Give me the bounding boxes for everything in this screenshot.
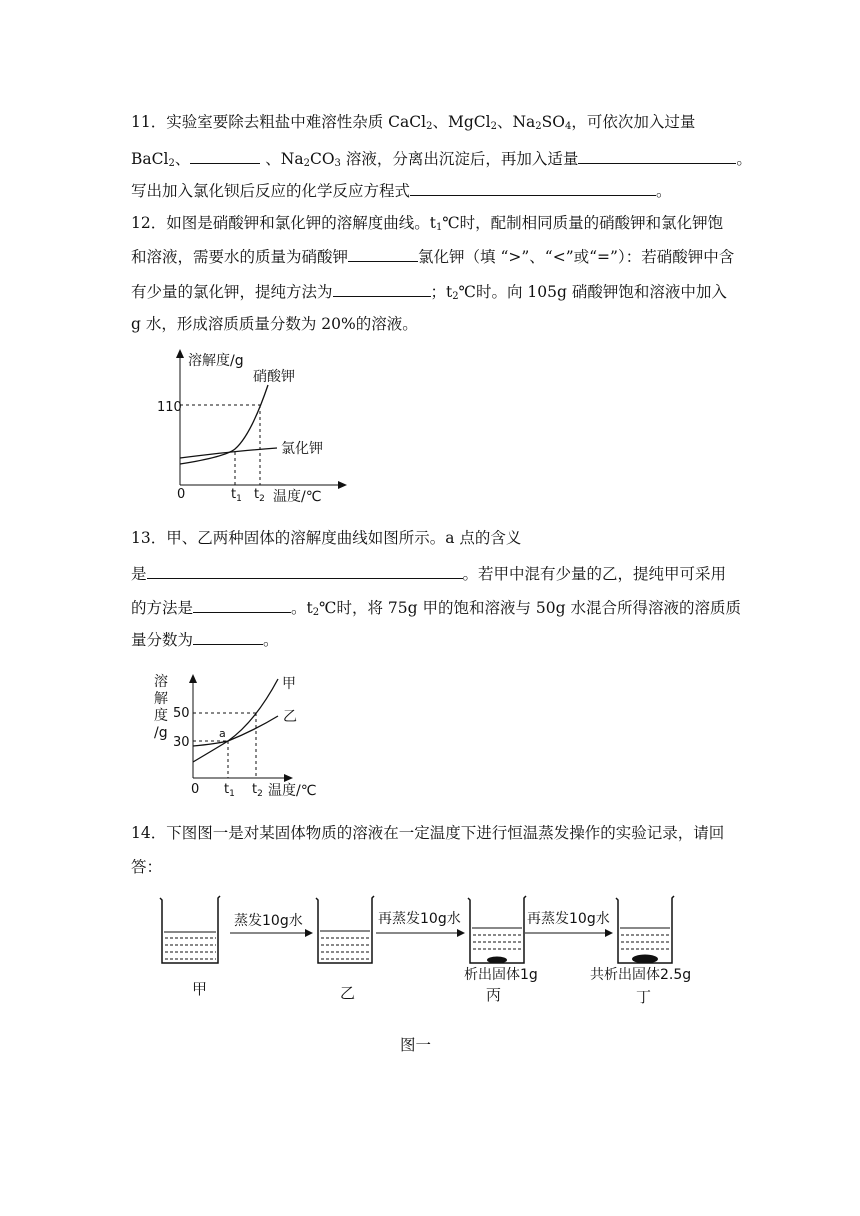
answer-blank[interactable] (147, 562, 463, 579)
x-tick-label-t2: $t_2$ (252, 782, 263, 799)
curve-jia (193, 679, 278, 762)
label-ding: 丁 (636, 988, 652, 1006)
y-tick-label-50: 50 (173, 706, 190, 721)
answer-blank[interactable] (578, 147, 736, 164)
arrow-3-head (605, 929, 613, 937)
beaker-yi (316, 896, 374, 963)
solubility-chart-2 (150, 670, 320, 802)
q12-line-2: 和溶液，需要水的质量为硝酸钾 氯化钾（填 “>”、“<”或“=”）：若硝酸钾中含 (131, 245, 734, 268)
y-tick-label-30: 30 (173, 735, 190, 750)
q11-line-1: 11．实验室要除去粗盐中难溶性杂质 CaCl$_2$、MgCl$_2$、$Na_2SO_4$，可依次加入过量 (131, 113, 696, 132)
answer-blank[interactable] (333, 280, 431, 297)
x-tick-label-t2: $t_2$ (254, 487, 265, 504)
series-label-jia: 甲 (282, 676, 296, 692)
x-tick-label-t1: $t_1$ (231, 487, 242, 504)
q11-line-3: 写出加入氯化钡后反应的化学反应方程式 。 (131, 179, 672, 202)
arrow-2-label: 再蒸发10g水 (378, 911, 461, 927)
precipitate (487, 957, 507, 964)
x-tick-label-t1: $t_1$ (224, 782, 235, 799)
label-bing: 丙 (486, 986, 502, 1004)
arrow-3-label: 再蒸发10g水 (527, 911, 610, 927)
y-tick-label: 110 (157, 400, 182, 415)
answer-blank[interactable] (410, 179, 656, 196)
y-axis-label: 溶解度/g (188, 353, 244, 369)
y-axis-label-3: 度 (154, 708, 168, 724)
q13-line-1: 13．甲、乙两种固体的溶解度曲线如图所示。a 点的含义 (131, 529, 522, 547)
q13-line-2: 是 。若甲中混有少量的乙，提纯甲可采用 (131, 562, 726, 585)
precipitate (632, 955, 658, 964)
arrow-2-head (457, 929, 465, 937)
x-axis-arrow (338, 481, 347, 489)
series-label-yi: 乙 (283, 709, 297, 725)
arrow-1-label: 蒸发10g水 (234, 913, 303, 929)
x-axis-label: 温度/℃ (268, 783, 317, 799)
origin-label: 0 (177, 487, 186, 502)
answer-blank[interactable] (193, 596, 291, 613)
q12-line-4: g 水，形成溶质质量分数为 20%的溶液。 (131, 315, 418, 333)
figure-caption: 图一 (400, 1036, 432, 1054)
series-label-potassium-chloride: 氯化钾 (281, 441, 323, 457)
solubility-chart-1 (155, 345, 355, 505)
x-axis-label: 温度/℃ (273, 489, 322, 505)
q11-line-2: BaCl$_2$、 、$Na_2CO_3$ 溶液，分离出沉淀后，再加入适量 。 (131, 147, 752, 170)
beaker-bing (468, 896, 526, 964)
answer-blank[interactable] (348, 245, 418, 262)
y-axis-arrow (189, 674, 197, 683)
beaker-ding (616, 896, 674, 964)
point-a-label: a (219, 727, 226, 740)
q12-line-1: 12．如图是硝酸钾和氯化钾的溶解度曲线。$t_1℃$时，配制相同质量的硝酸钾和氯化钾饱 (131, 214, 724, 233)
arrow-1-head (305, 929, 313, 937)
evaporation-figure (150, 888, 710, 1023)
y-axis-label-1: 溶 (154, 674, 168, 690)
note-ding: 共析出固体2.5g (590, 967, 692, 983)
y-axis-label-2: 解 (154, 691, 168, 707)
series-label-potassium-nitrate: 硝酸钾 (253, 369, 295, 385)
q13-line-3: 的方法是 。$t_2℃$时，将 75g 甲的饱和溶液与 50g 水混合所得溶液的溶质质 (131, 596, 741, 619)
q13-line-4: 量分数为 。 (131, 628, 279, 651)
label-yi: 乙 (340, 984, 356, 1002)
answer-blank[interactable] (190, 147, 260, 164)
q14-line-2: 答： (131, 858, 163, 876)
q14-line-1: 14．下图图一是对某固体物质的溶液在一定温度下进行恒温蒸发操作的实验记录，请回 (131, 824, 725, 842)
note-bing: 析出固体1g (464, 967, 538, 983)
beaker-jia (160, 896, 220, 963)
q12-line-3: 有少量的氯化钾，提纯方法为 ；$t_2℃$时。向 105g 硝酸钾饱和溶液中加入 (131, 280, 727, 303)
x-axis-arrow (284, 774, 293, 782)
y-axis-label-4: /g (154, 725, 168, 741)
curve-potassium-nitrate (180, 385, 268, 464)
y-axis-arrow (176, 349, 184, 358)
origin-label: 0 (191, 782, 200, 797)
answer-blank[interactable] (193, 628, 263, 645)
label-jia: 甲 (192, 980, 208, 998)
